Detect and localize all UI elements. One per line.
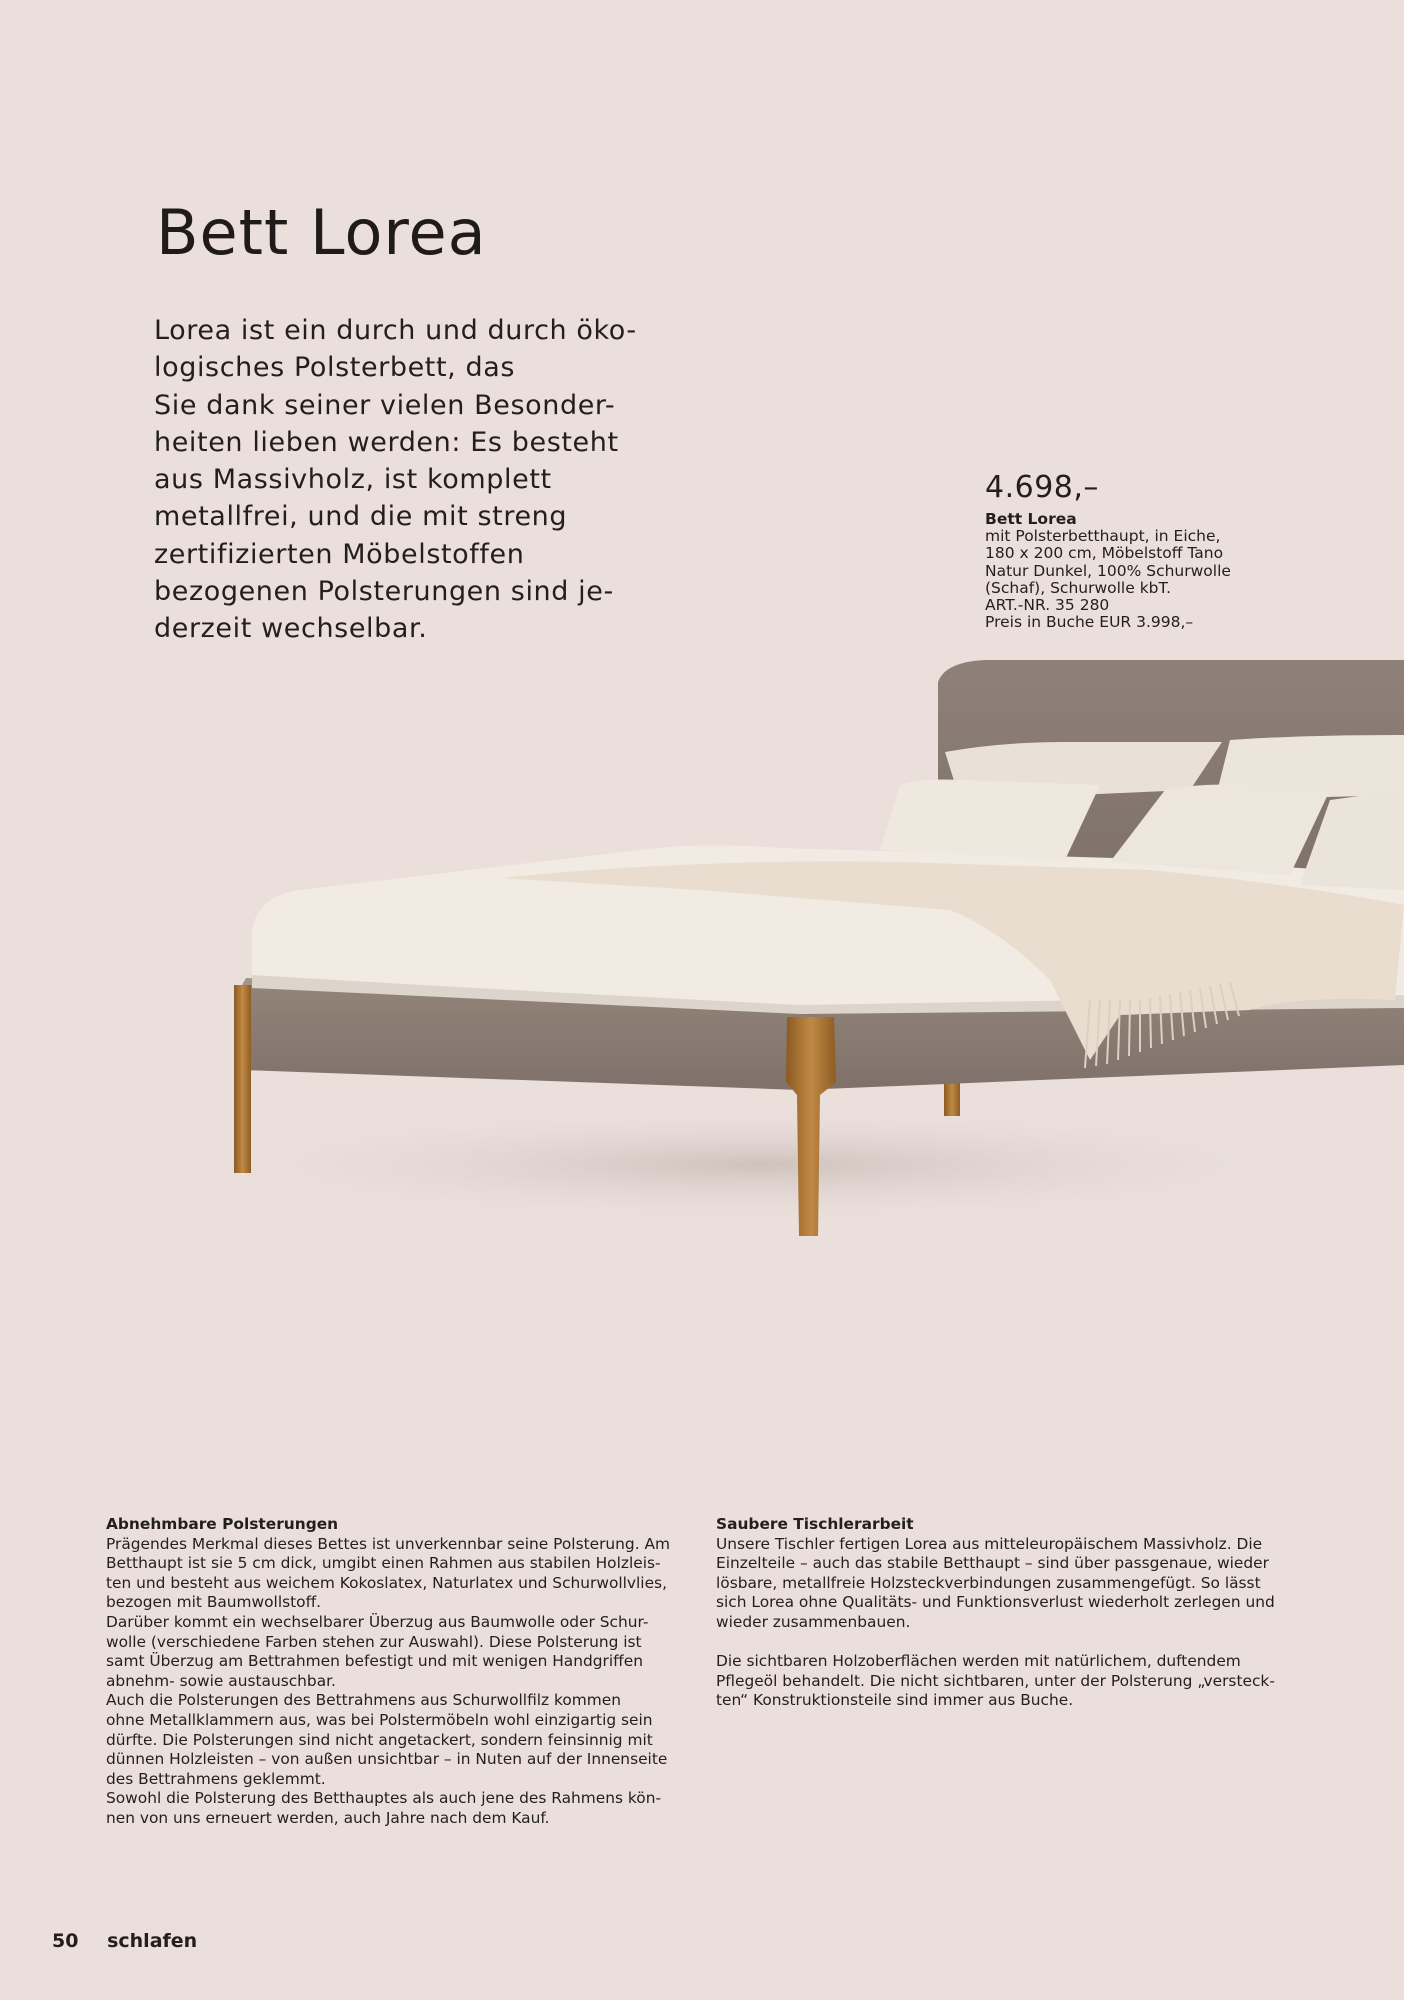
text-line: lösbare, metallfreie Holzsteckverbindungen zusammengefügt. So lässt bbox=[716, 1573, 1261, 1592]
text-line: Sowohl die Polsterung des Betthauptes als auch jene des Rahmens kön- bbox=[106, 1789, 662, 1808]
text-line: dürfte. Die Polsterungen sind nicht angetackert, sondern feinsinnig mit bbox=[106, 1730, 653, 1749]
price-box bbox=[985, 470, 1285, 632]
text-line: des Bettrahmens geklemmt. bbox=[106, 1769, 326, 1788]
product-detail-line: 180 x 200 cm, Möbelstoff Tano bbox=[985, 544, 1224, 563]
floor-shadow bbox=[160, 1105, 1360, 1225]
bed-image bbox=[0, 640, 1404, 1280]
product-detail-line: (Schaf), Schurwolle kbT. bbox=[985, 578, 1172, 597]
text-line: Unsere Tischler fertigen Lorea aus mitteleuropäischem Massivholz. Die bbox=[716, 1534, 1263, 1553]
text-line: Einzelteile – auch das stabile Betthaupt – sind über passgenaue, wieder bbox=[716, 1554, 1269, 1573]
text-line: Pflegeöl behandelt. Die nicht sichtbaren, unter der Polsterung „versteck- bbox=[716, 1671, 1275, 1690]
product-detail-line: ART.-NR. 35 280 bbox=[985, 596, 1110, 615]
product-name: Bett Lorea bbox=[985, 510, 1077, 528]
text-line: Darüber kommt ein wechselbarer Überzug aus Baumwolle oder Schur- bbox=[106, 1612, 649, 1631]
text-line: Prägendes Merkmal dieses Bettes ist unverkennbar seine Polsterung. Am bbox=[106, 1534, 671, 1553]
section-removable-upholstery bbox=[106, 1515, 706, 1829]
intro-line: aus Massivholz, ist komplett bbox=[154, 464, 552, 496]
product-details bbox=[985, 528, 1285, 632]
section-carpentry bbox=[716, 1515, 1316, 1711]
paragraph-gap bbox=[716, 1633, 1316, 1653]
text-line: ohne Metallklammern aus, was bei Polstermöbeln wohl einzigartig sein bbox=[106, 1710, 653, 1729]
intro-line: metallfrei, und die mit streng bbox=[154, 501, 568, 533]
text-line: dünnen Holzleisten – von außen unsichtbar – in Nuten auf der Innenseite bbox=[106, 1750, 668, 1769]
text-line: samt Überzug am Bettrahmen befestigt und mit wenigen Handgriffen bbox=[106, 1652, 643, 1671]
section-heading: Saubere Tischlerarbeit bbox=[716, 1515, 914, 1533]
text-line: Betthaupt ist sie 5 cm dick, umgibt einen Rahmen aus stabilen Holzleis- bbox=[106, 1554, 661, 1573]
text-line: wolle (verschiedene Farben stehen zur Auswahl). Diese Polsterung ist bbox=[106, 1632, 642, 1651]
page-footer bbox=[52, 1930, 197, 1952]
text-line: Auch die Polsterungen des Bettrahmens aus Schurwollfilz kommen bbox=[106, 1691, 621, 1710]
intro-line: heiten lieben werden: Es besteht bbox=[154, 426, 619, 458]
page-number: 50 bbox=[52, 1930, 79, 1952]
product-detail-line: Natur Dunkel, 100% Schurwolle bbox=[985, 561, 1231, 580]
product-detail-line: Preis in Buche EUR 3.998,– bbox=[985, 613, 1194, 632]
pillow bbox=[880, 780, 1100, 860]
section-name: schlafen bbox=[107, 1930, 198, 1952]
text-line: ten und besteht aus weichem Kokoslatex, Naturlatex und Schurwollvlies, bbox=[106, 1573, 667, 1592]
intro-line: zertifizierten Möbelstoffen bbox=[154, 538, 525, 570]
bed-leg bbox=[234, 985, 251, 1173]
text-line: wieder zusammenbauen. bbox=[716, 1612, 911, 1631]
price: 4.698,– bbox=[985, 470, 1099, 505]
section-heading: Abnehmbare Polsterungen bbox=[106, 1515, 339, 1533]
page-title: Bett Lorea bbox=[156, 196, 487, 269]
intro-line: bezogenen Polsterungen sind je- bbox=[154, 576, 614, 608]
text-line: nen von uns erneuert werden, auch Jahre nach dem Kauf. bbox=[106, 1808, 550, 1827]
text-line: sich Lorea ohne Qualitäts- und Funktionsverlust wiederholt zerlegen und bbox=[716, 1593, 1275, 1612]
intro-line: Sie dank seiner vielen Besonder- bbox=[154, 389, 616, 421]
text-line: bezogen mit Baumwollstoff. bbox=[106, 1593, 322, 1612]
text-line: Die sichtbaren Holzoberflächen werden mit natürlichem, duftendem bbox=[716, 1652, 1241, 1671]
text-line: abnehm- sowie austauschbar. bbox=[106, 1671, 336, 1690]
product-detail-line: mit Polsterbetthaupt, in Eiche, bbox=[985, 527, 1221, 545]
intro-text bbox=[154, 312, 674, 648]
intro-line: derzeit wechselbar. bbox=[154, 613, 428, 645]
intro-line: Lorea ist ein durch und durch öko- bbox=[154, 315, 637, 346]
intro-line: logisches Polsterbett, das bbox=[154, 352, 516, 384]
text-line: ten“ Konstruktionsteile sind immer aus Buche. bbox=[716, 1691, 1074, 1710]
